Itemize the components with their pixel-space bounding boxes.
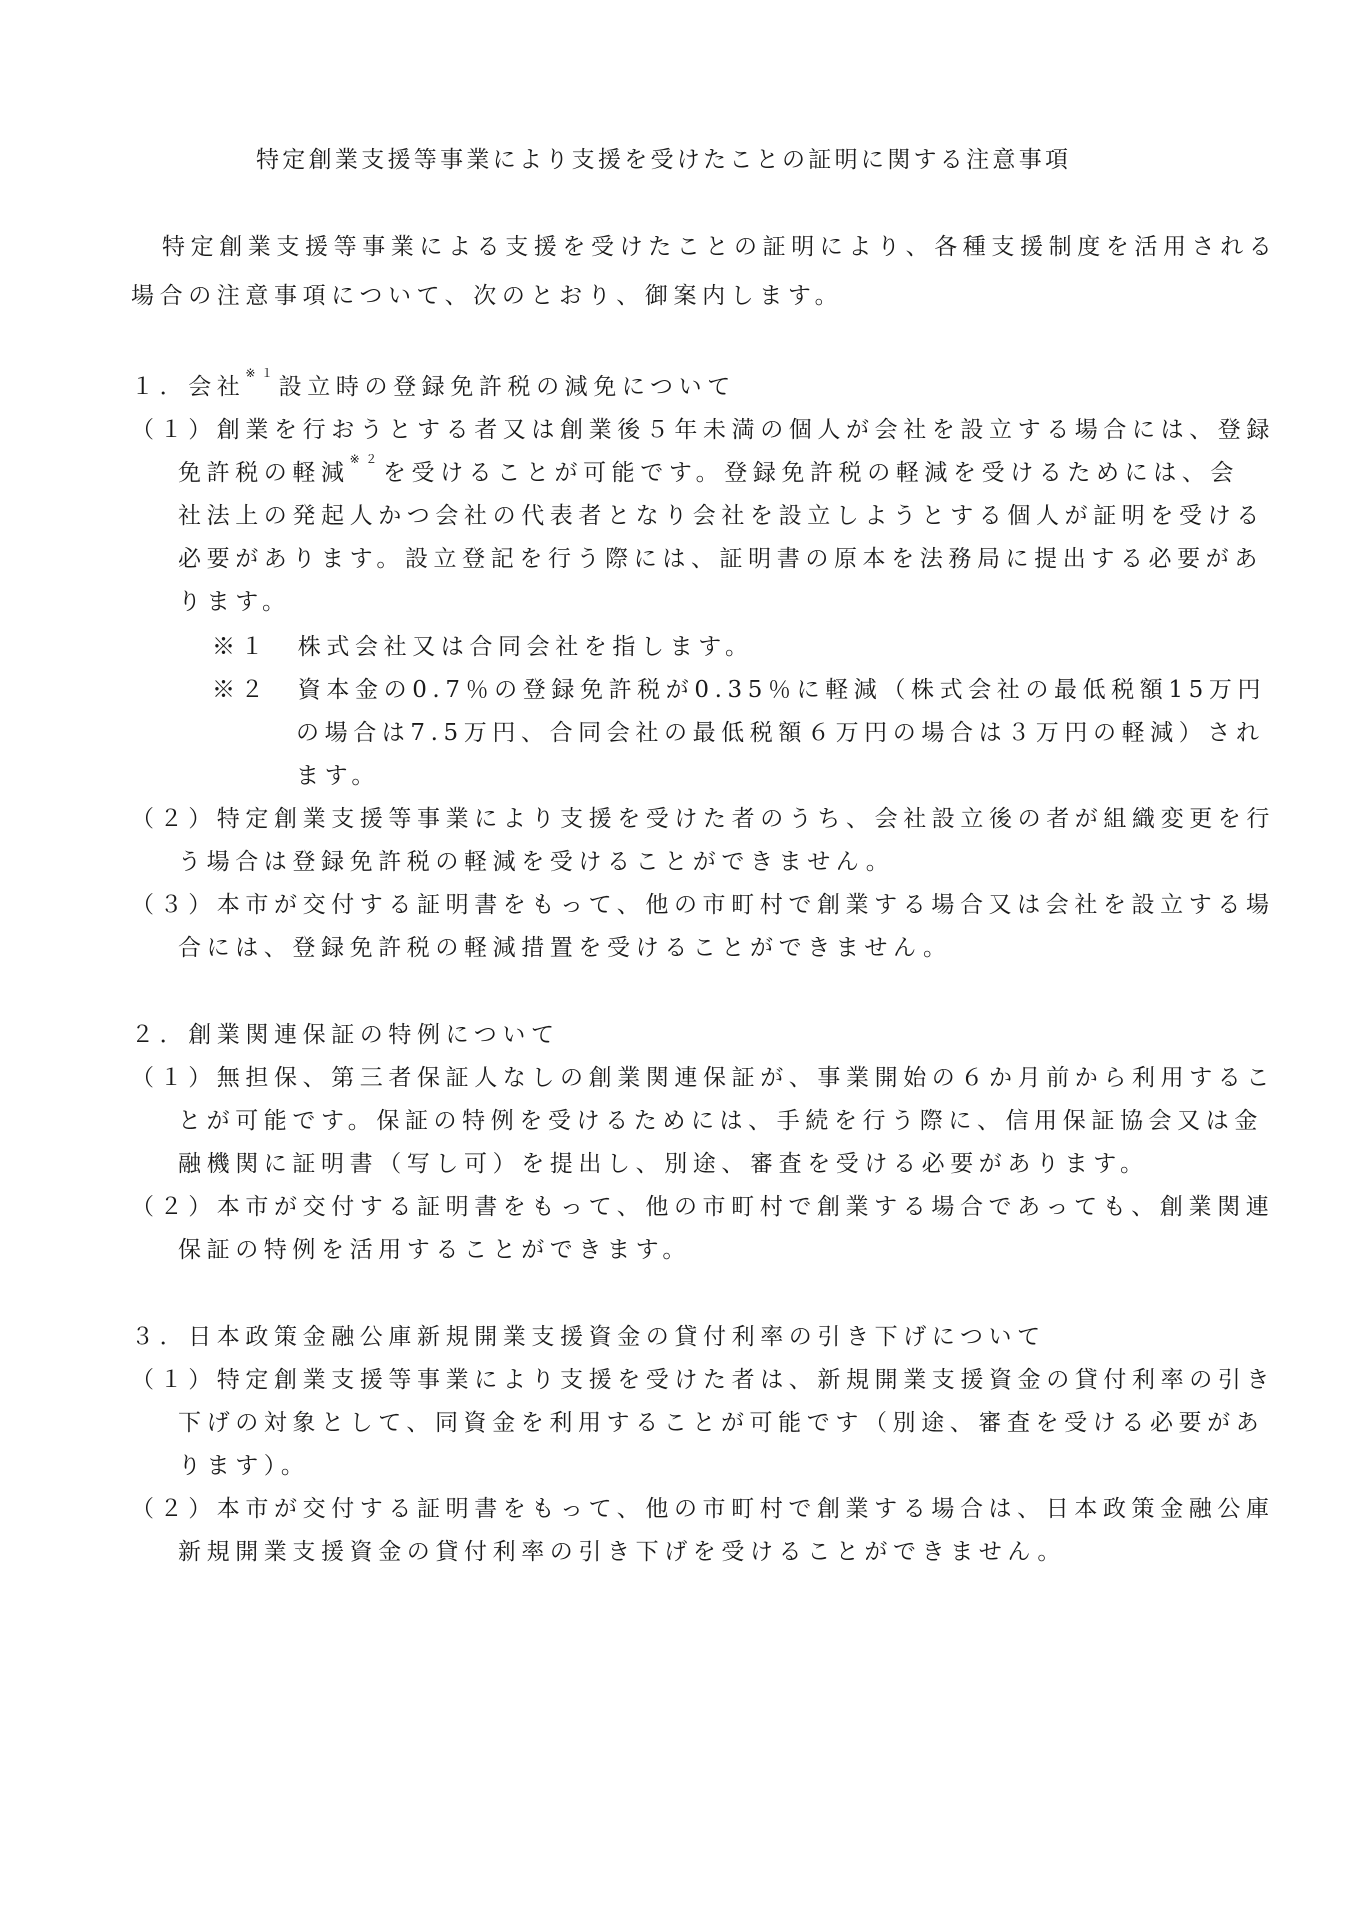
section-1-item-1-line: 社法上の発起人かつ会社の代表者となり会社を設立しようとする個人が証明を受ける [178, 503, 1265, 529]
section-1-item-2-line: う場合は登録免許税の軽減を受けることができません。 [178, 849, 895, 875]
intro-paragraph-line: 特定創業支援等事業による支援を受けたことの証明により、各種支援制度を活用される [162, 234, 1278, 260]
section-3-item-2-line: （２）本市が交付する証明書をもって、他の市町村で創業する場合は、日本政策金融公庫 [131, 1496, 1275, 1522]
section-3-heading: ３．日本政策金融公庫新規開業支援資金の貸付利率の引き下げについて [131, 1324, 1046, 1350]
footnote-marker: ※１ [245, 366, 279, 381]
section-1-heading-text: １．会社 [131, 374, 246, 400]
section-3-item-1-line: ります）。 [178, 1453, 310, 1479]
section-1-item-2-line: （２）特定創業支援等事業により支援を受けた者のうち、会社設立後の者が組織変更を行 [131, 806, 1275, 832]
intro-paragraph-line: 場合の注意事項について、次のとおり、御案内します。 [131, 283, 844, 309]
footnote-2-line: ※２ 資本金の0.7％の登録免許税が0.35％に軽減（株式会社の最低税額15万円 [212, 677, 1267, 703]
section-1-item-1-line: 必要があります。設立登記を行う際には、証明書の原本を法務局に提出する必要があ [178, 546, 1263, 572]
section-2-heading: ２．創業関連保証の特例について [131, 1022, 560, 1048]
footnote-marker: ※２ [349, 452, 383, 467]
section-1-item-1-line [178, 452, 1240, 488]
item-text: を受けることが可能です。登録免許税の軽減を受けるためには、会 [382, 460, 1240, 486]
section-3-item-1-line: 下げの対象として、同資金を利用することが可能です（別途、審査を受ける必要があ [178, 1410, 1265, 1436]
section-1-item-1-line: （１）創業を行おうとする者又は創業後５年未満の個人が会社を設立する場合には、登録 [131, 417, 1275, 443]
section-1-item-3-line: （３）本市が交付する証明書をもって、他の市町村で創業する場合又は会社を設立する場 [131, 892, 1275, 918]
section-2-item-2-line: （２）本市が交付する証明書をもって、他の市町村で創業する場合であっても、創業関連 [131, 1194, 1275, 1220]
section-1-heading [131, 366, 736, 402]
footnote-2-line: の場合は7.5万円、合同会社の最低税額６万円の場合は３万円の軽減）され [296, 720, 1265, 746]
section-1-item-3-line: 合には、登録免許税の軽減措置を受けることができません。 [178, 935, 952, 961]
section-3-item-1-line: （１）特定創業支援等事業により支援を受けた者は、新規開業支援資金の貸付利率の引き [131, 1367, 1275, 1393]
footnote-2-line: ます。 [296, 763, 380, 789]
item-text: 免許税の軽減 [178, 460, 350, 486]
section-3-item-2-line: 新規開業支援資金の貸付利率の引き下げを受けることができません。 [178, 1539, 1066, 1565]
document-title: 特定創業支援等事業により支援を受けたことの証明に関する注意事項 [256, 147, 1072, 173]
section-2-item-2-line: 保証の特例を活用することができます。 [178, 1237, 691, 1263]
footnote-1: ※１ 株式会社又は合同会社を指します。 [212, 634, 754, 660]
section-1-heading-text: 設立時の登録免許税の減免について [278, 374, 736, 400]
section-2-item-1-line: とが可能です。保証の特例を受けるためには、手続を行う際に、信用保証協会又は金 [178, 1108, 1263, 1134]
section-1-item-1-line: ります。 [178, 589, 291, 615]
section-2-item-1-line: （１）無担保、第三者保証人なしの創業関連保証が、事業開始の６か月前から利用するこ [131, 1065, 1275, 1091]
section-2-item-1-line: 融機関に証明書（写し可）を提出し、別途、審査を受ける必要があります。 [178, 1151, 1149, 1177]
